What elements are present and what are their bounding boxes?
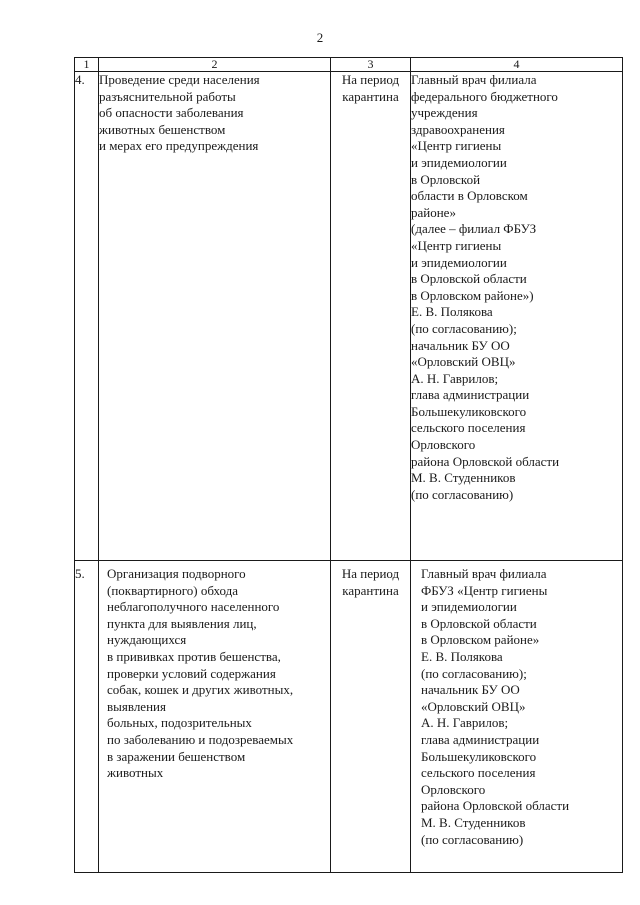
text-line: по заболеванию и подозреваемых [107, 731, 294, 747]
text-line: животных бешенством [99, 121, 226, 137]
text-line: Большекуликовского [411, 403, 527, 419]
text-line: здравоохранения [411, 121, 505, 137]
text-line: в Орловском районе» [421, 632, 540, 648]
text-line: А. Н. Гаврилов; [421, 715, 509, 731]
table-row [75, 561, 623, 873]
text-line: в Орловском районе») [411, 287, 534, 303]
text-line: начальник БУ ОО [421, 682, 520, 698]
measure-responsible [411, 561, 623, 873]
text-line: и мерах его предупреждения [99, 138, 259, 154]
text-line: нуждающихся [107, 632, 187, 648]
text-line: карантина [342, 582, 399, 598]
text-line: глава администрации [411, 387, 530, 403]
text-line: А. Н. Гаврилов; [411, 370, 499, 386]
text-line: (по согласованию) [411, 486, 514, 502]
text-line: и эпидемиологии [421, 599, 517, 615]
text-line: На период [341, 566, 400, 581]
column-header-2: 2 [99, 58, 331, 72]
text-line: проверки условий содержания [107, 665, 276, 681]
text-line: Орловского [411, 437, 476, 453]
text-line: «Орловский ОВЦ» [421, 698, 526, 714]
text-line: в Орловской области [411, 271, 527, 287]
column-header-1: 1 [75, 58, 99, 72]
row-number: 4. [75, 72, 99, 561]
row-number: 5. [75, 561, 99, 873]
text-line: неблагополучного населенного [107, 599, 280, 615]
measure-description [99, 561, 331, 873]
text-line: и эпидемиологии [411, 254, 507, 270]
text-line: (далее – филиал ФБУЗ [411, 221, 537, 237]
text-line: пункта для выявления лиц, [107, 615, 257, 631]
text-line: в прививках против бешенства, [107, 648, 281, 664]
table-header-row [75, 58, 623, 72]
text-line: Е. В. Полякова [421, 648, 503, 664]
text-line: глава администрации [421, 731, 540, 747]
text-line: ФБУЗ «Центр гигиены [421, 582, 548, 598]
text-line: «Центр гигиены [411, 138, 502, 154]
text-line: Главный врач филиала [421, 566, 547, 581]
text-line: учреждения [411, 105, 478, 121]
text-line: сельского поселения [421, 765, 536, 781]
text-line: района Орловской области [411, 453, 560, 469]
text-line: выявления [107, 698, 166, 714]
text-line: «Центр гигиены [411, 237, 502, 253]
table-row [75, 72, 623, 561]
text-line: области в Орловском [411, 188, 528, 204]
page-number: 2 [316, 30, 324, 45]
measures-table [74, 57, 623, 873]
text-line: Главный врач филиала [411, 72, 537, 87]
column-header-3: 3 [331, 58, 411, 72]
text-line: сельского поселения [411, 420, 526, 436]
measure-term [331, 561, 411, 873]
measure-description [99, 72, 331, 561]
text-line: Е. В. Полякова [411, 304, 493, 320]
text-line: в Орловской [411, 171, 481, 187]
text-line: М. В. Студенников [421, 814, 526, 830]
text-line: собак, кошек и других животных, [107, 682, 294, 698]
column-header-4: 4 [411, 58, 623, 72]
text-line: (по согласованию); [411, 320, 517, 336]
text-line: районе» [411, 204, 456, 220]
text-line: На период [341, 72, 400, 87]
text-line: Орловского [421, 781, 486, 797]
text-line: и эпидемиологии [411, 154, 507, 170]
text-line: (по согласованию) [421, 831, 524, 847]
text-line: (по согласованию); [421, 665, 527, 681]
text-line: разъяснительной работы [99, 88, 236, 104]
text-line: в заражении бешенством [107, 748, 246, 764]
text-line: об опасности заболевания [99, 105, 244, 121]
text-line: «Орловский ОВЦ» [411, 354, 516, 370]
text-line: (поквартирного) обхода [107, 582, 238, 598]
text-line: начальник БУ ОО [411, 337, 510, 353]
text-line: федерального бюджетного [411, 88, 558, 104]
text-line: животных [107, 765, 164, 781]
text-line: в Орловской области [421, 615, 537, 631]
measure-responsible [411, 72, 623, 561]
measure-term [331, 72, 411, 561]
text-line: больных, подозрительных [107, 715, 252, 731]
text-line: М. В. Студенников [411, 470, 516, 486]
text-line: района Орловской области [421, 798, 570, 814]
text-line: Большекуликовского [421, 748, 537, 764]
text-line: карантина [342, 88, 399, 104]
text-line: Проведение среди населения [99, 72, 260, 87]
text-line: Организация подворного [107, 566, 246, 581]
